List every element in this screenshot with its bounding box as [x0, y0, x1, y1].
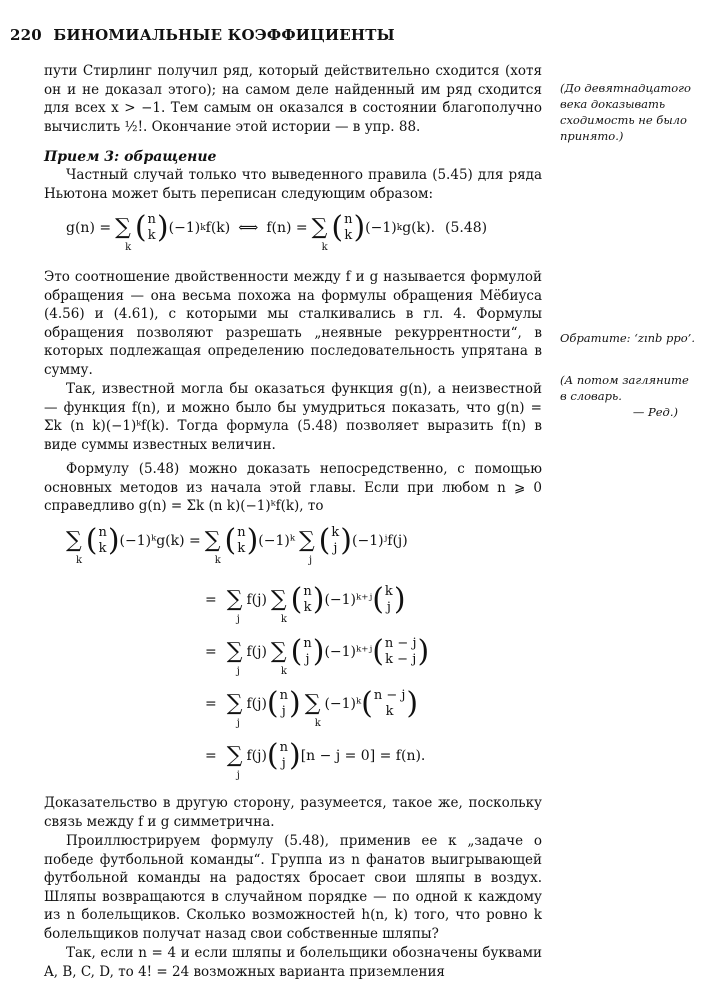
equation-number: (5.48)	[445, 220, 488, 236]
paragraph-text: пути Стирлинг получил ряд, который действительно сходится (хотя он и не доказал этого); на самом деле найденный им ряд сходится для всех x > −1. Тем самым он оказался в состоянии благополучно вычислить ½!. Окончание этой истории — в упр. 88.	[44, 63, 542, 135]
paragraph-text: Доказательство в другую сторону, разумеется, такое же, поскольку связь между f и g симметрична.	[44, 795, 542, 830]
derivation-line-2: = ∑ j f(j) ∑ k ( n k ) (−1)ᵏ⁺ʲ ( k j )	[205, 582, 406, 625]
binomial: ( n k )	[134, 210, 169, 245]
margin-note-convergence: (До девятнадцатого века доказывать сходимость не было принято.)	[560, 81, 691, 143]
paragraph-text: Так, известной могла бы оказаться функция g(n), а неизвестной — функция f(n), и можно было бы умудриться показать, что g(n) = Σk (n k)(−1)ᵏf(k). Тогда формула (5.48) позволяет выразить f(n) в виде суммы известных величин.	[44, 381, 542, 453]
margin-note-dictionary: (А потом загляните в словарь. — Ред.)	[560, 373, 689, 419]
paragraph-intro	[44, 166, 542, 203]
eq-fk: f(k)	[205, 220, 231, 236]
running-header	[10, 26, 395, 44]
eq-sign-term: (−1)	[168, 220, 201, 236]
eq-rhs: f(n) =	[266, 220, 308, 236]
paragraph-text: Так, если n = 4 и если шляпы и болельщики обозначены буквами A, B, C, D, то 4! = 24 возможных варианта приземления	[44, 945, 542, 980]
paragraph-duality	[44, 268, 542, 380]
derivation-line-3: = ∑ j f(j) ∑ k ( n j ) (−1)ᵏ⁺ʲ ( n − j k − j )	[205, 634, 430, 677]
section-heading	[44, 148, 542, 166]
sum-sign: ∑ k	[311, 215, 328, 253]
paragraph-football	[44, 832, 542, 944]
paragraph-known-function	[44, 380, 542, 454]
equivalence-arrow: ⟺	[238, 220, 259, 236]
paragraph-text: Частный случай только что выведенного правила (5.45) для ряда Ньютона может быть переписан следующим образом:	[44, 167, 542, 202]
eq-gk: g(k).	[402, 220, 436, 236]
paragraph-proof-intro	[44, 460, 542, 516]
paragraph-text: Это соотношение двойственности между f и g называется формулой обращения — она весьма похожа на формулы обращения Мёбиуса (4.56) и (4.61), с которыми мы сталкивались в гл. 4. Формулы обращения позволяют разрешать „неявные рекуррентности“, в которых подлежащая определению последовательность упрятана в сумму.	[44, 269, 542, 378]
paragraph-text: Формулу (5.48) можно доказать непосредственно, с помощью основных методов из начала этой главы. Если при любом n ⩾ 0 справедливо g(n) = Σk (n k)(−1)ᵏf(k), то	[44, 461, 542, 515]
equation-5-48: g(n) = ∑ k ( n k ) (−1) k f(k) ⟺ f(n) = ∑ k ( n k ) (−1) k g(k). (5.48)	[66, 210, 488, 253]
derivation-line-5: = ∑ j f(j) ( n j ) [n − j = 0] = f(n).	[205, 738, 426, 781]
paragraph-symmetric	[44, 794, 542, 831]
page-number: 220	[10, 26, 42, 44]
derivation-line-1: ∑ k ( n k ) (−1)ᵏg(k) = ∑ k ( n k ) (−1)ᵏ ∑ j ( k j ) (−1)ʲf(j)	[66, 523, 408, 566]
eq-lhs: g(n) =	[66, 220, 112, 236]
paragraph-text: Проиллюстрируем формулу (5.48), применив ее к „задаче о победе футбольной команды“. Группа из n фанатов выигрывающей футбольной команды на радостях бросает свои шляпы в воздух. Шляпы возвращаются в случайном порядке — по одной к каждому из n болельщиков. Сколько возможностей h(n, k) того, что ровно k болельщиков получат назад свои собственные шляпы?	[44, 833, 542, 942]
derivation-line-4: = ∑ j f(j) ( n j ) ∑ k (−1)ᵏ ( n − j k )	[205, 686, 419, 729]
chapter-title: БИНОМИАЛЬНЫЕ КОЭФФИЦИЕНТЫ	[53, 26, 395, 44]
sum-sign: ∑ k	[115, 215, 132, 253]
paragraph-stirling	[44, 62, 542, 136]
section-title: Прием 3: обращение	[44, 149, 217, 165]
paragraph-example	[44, 944, 542, 981]
binomial: ( n k )	[331, 210, 366, 245]
margin-note-reverse: Обратите: ‘zınb ppo’.	[560, 331, 695, 345]
